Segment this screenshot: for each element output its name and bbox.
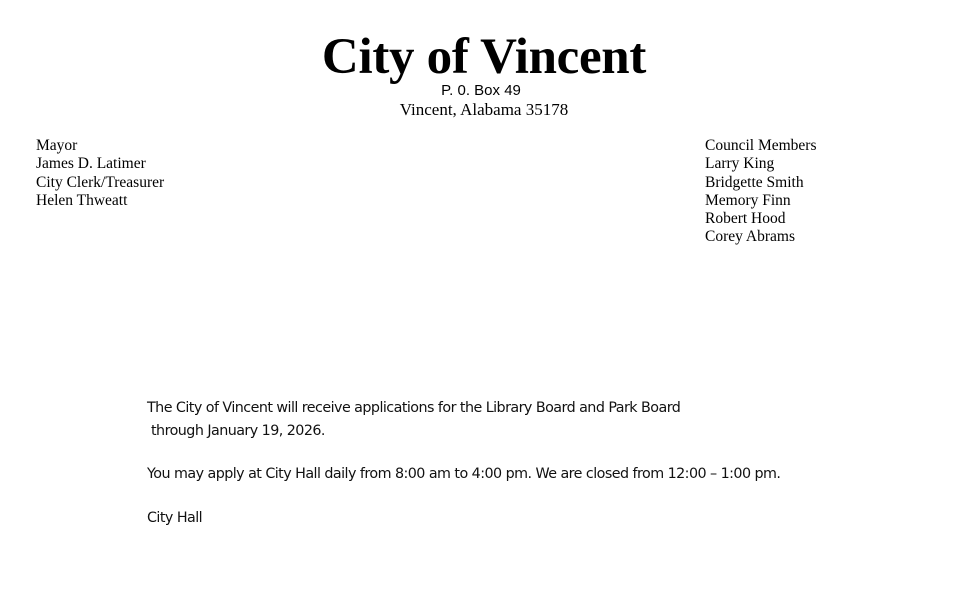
city-state-zip: Vincent, Alabama 35178 bbox=[399, 100, 569, 119]
notice-body bbox=[147, 397, 780, 529]
council-member: Memory Finn bbox=[705, 191, 791, 209]
notice-signature: City Hall bbox=[147, 509, 203, 526]
mayor-name: James D. Latimer bbox=[36, 155, 146, 173]
clerk-label: City Clerk/Treasurer bbox=[36, 173, 165, 191]
officials-right bbox=[705, 137, 817, 247]
notice-line-2: through January 19, 2026. bbox=[151, 422, 325, 439]
notice-hours: You may apply at City Hall daily from 8:00 am to 4:00 pm. We are closed from 12:00 – 1:00 pm. bbox=[147, 466, 781, 482]
council-member: Corey Abrams bbox=[705, 228, 795, 246]
council-member: Larry King bbox=[705, 155, 775, 173]
council-label: Council Members bbox=[705, 137, 817, 154]
po-box: P. 0. Box 49 bbox=[441, 82, 521, 99]
clerk-name: Helen Thweatt bbox=[36, 191, 128, 209]
notice-line-1: The City of Vincent will receive applications for the Library Board and Park Board bbox=[147, 400, 681, 416]
mayor-label: Mayor bbox=[36, 137, 78, 154]
officials-left bbox=[36, 137, 164, 210]
letterhead-title: City of Vincent bbox=[321, 29, 647, 85]
council-member: Bridgette Smith bbox=[705, 173, 804, 191]
council-member: Robert Hood bbox=[705, 210, 786, 228]
